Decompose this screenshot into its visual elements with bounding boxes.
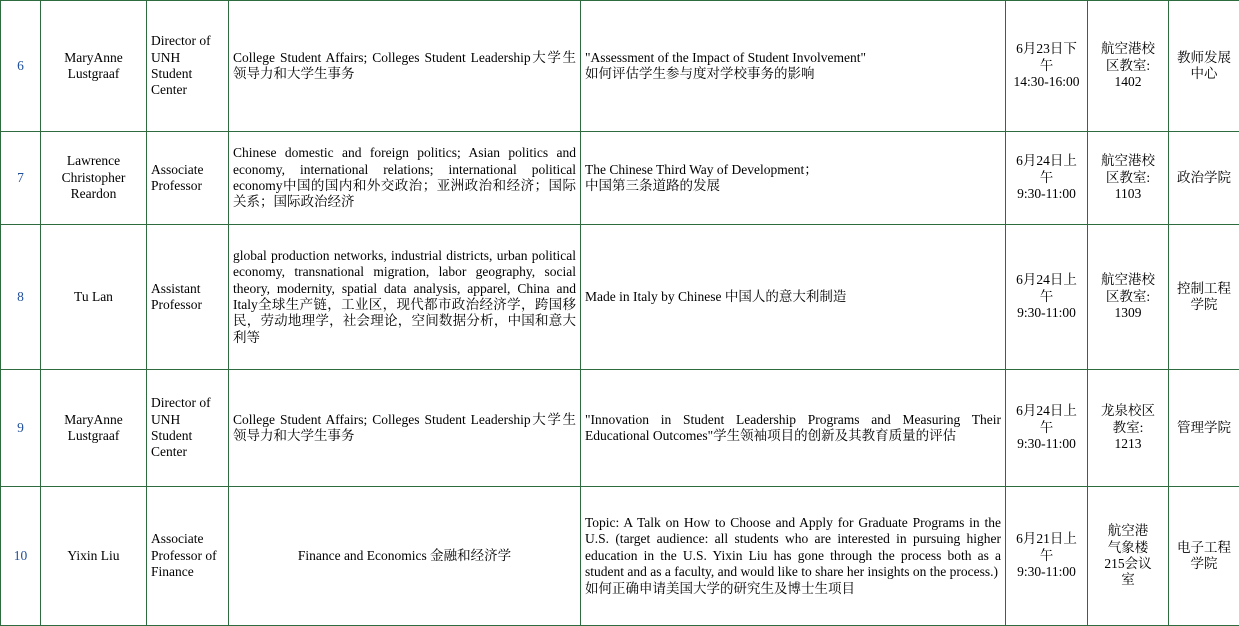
- time-date: 6月23日下午: [1010, 41, 1083, 74]
- research-field: Finance and Economics 金融和经济学: [229, 487, 581, 626]
- room-line-1: 龙泉校区: [1092, 403, 1164, 419]
- lecture-topic: [581, 487, 1006, 626]
- room-line-2: 区教室:: [1092, 58, 1164, 74]
- time-date: 6月24日上午: [1010, 153, 1083, 186]
- host-line-2: 学院: [1173, 297, 1235, 313]
- lecture-topic: [581, 1, 1006, 132]
- lecture-room: [1088, 487, 1169, 626]
- lecture-topic: [581, 225, 1006, 370]
- room-line-1: 航空港校: [1092, 153, 1164, 169]
- row-number: 6: [1, 1, 41, 132]
- topic-line-en: "Assessment of the Impact of Student Involvement": [585, 50, 1001, 66]
- row-number: 10: [1, 487, 41, 626]
- room-line-3: 1213: [1092, 436, 1164, 452]
- time-hours: 9:30-11:00: [1010, 436, 1083, 452]
- host-line-1: 控制工程: [1173, 281, 1235, 297]
- row-number: 8: [1, 225, 41, 370]
- host-line-1: 政治学院: [1173, 170, 1235, 186]
- host-line-1: 电子工程: [1173, 540, 1235, 556]
- room-line-1: 航空港校: [1092, 272, 1164, 288]
- host-unit: [1169, 225, 1239, 370]
- topic-line-en: Made in Italy by Chinese 中国人的意大利制造: [585, 289, 1001, 305]
- table-row: [1, 132, 1239, 225]
- host-unit: [1169, 370, 1239, 487]
- room-line-2: 区教室:: [1092, 289, 1164, 305]
- lecturer-title: Director of UNH Student Center: [147, 1, 229, 132]
- row-number: 7: [1, 132, 41, 225]
- table-row: [1, 487, 1239, 626]
- lecture-time: [1006, 370, 1088, 487]
- table-row: [1, 1, 1239, 132]
- host-unit: [1169, 1, 1239, 132]
- lecturer-name: MaryAnne Lustgraaf: [41, 1, 147, 132]
- room-line-2: 气象楼: [1092, 540, 1164, 556]
- room-line-3: 1103: [1092, 186, 1164, 202]
- lecture-time: [1006, 132, 1088, 225]
- research-field: College Student Affairs; Colleges Student Leadership大学生领导力和大学生事务: [229, 1, 581, 132]
- lecture-room: [1088, 370, 1169, 487]
- lecturer-name: Lawrence Christopher Reardon: [41, 132, 147, 225]
- lecture-room: [1088, 225, 1169, 370]
- host-unit: [1169, 487, 1239, 626]
- host-line-2: 学院: [1173, 556, 1235, 572]
- time-date: 6月24日上午: [1010, 403, 1083, 436]
- lecturer-title: Assistant Professor: [147, 225, 229, 370]
- lecture-room: [1088, 132, 1169, 225]
- time-date: 6月21日上午: [1010, 531, 1083, 564]
- host-line-1: 管理学院: [1173, 420, 1235, 436]
- room-line-3: 1402: [1092, 74, 1164, 90]
- row-number: 9: [1, 370, 41, 487]
- lecture-time: [1006, 487, 1088, 626]
- topic-line-zh: 中国第三条道路的发展: [585, 178, 1001, 194]
- time-date: 6月24日上午: [1010, 272, 1083, 305]
- lecture-time: [1006, 225, 1088, 370]
- table-row: [1, 225, 1239, 370]
- host-unit: [1169, 132, 1239, 225]
- time-hours: 14:30-16:00: [1010, 74, 1083, 90]
- research-field: Chinese domestic and foreign politics; Asian politics and economy, international relations; international political economy中国的国内和外交政治；亚洲政治和经济；国际关系；国际政治经济: [229, 132, 581, 225]
- time-hours: 9:30-11:00: [1010, 305, 1083, 321]
- topic-line-en: The Chinese Third Way of Development；: [585, 162, 1001, 178]
- research-field: global production networks, industrial districts, urban political economy, transnational migration, labor geography, social theory, modernity, spatial data analysis, apparel, China and Italy全球生产链，工业区，现代都市政治经济学，跨国移民，劳动地理学，社会理论，空间数据分析，中国和意大利等: [229, 225, 581, 370]
- topic-line-en: Topic: A Talk on How to Choose and Apply for Graduate Programs in the U.S. (target audience: all students who are interested in pursuing higher education in the U.S. Yixin Liu has gone through the process both as a student and as a faculty, and would like to share her insights on the process.): [585, 515, 1001, 579]
- room-line-2: 教室:: [1092, 420, 1164, 436]
- lecturer-name: MaryAnne Lustgraaf: [41, 370, 147, 487]
- lecturer-title: Associate Professor: [147, 132, 229, 225]
- lecturer-title: Associate Professor of Finance: [147, 487, 229, 626]
- room-line-2: 区教室:: [1092, 170, 1164, 186]
- time-hours: 9:30-11:00: [1010, 564, 1083, 580]
- room-line-1: 航空港校: [1092, 41, 1164, 57]
- host-line-2: 中心: [1173, 66, 1235, 82]
- room-line-1: 航空港: [1092, 523, 1164, 539]
- room-line-4: 室: [1092, 572, 1164, 588]
- lecture-topic: [581, 132, 1006, 225]
- room-line-3: 1309: [1092, 305, 1164, 321]
- lecture-topic: "Innovation in Student Leadership Programs and Measuring Their Educational Outcomes"学生领袖项目的创新及其教育质量的评估: [581, 370, 1006, 487]
- lecturer-title: Director of UNH Student Center: [147, 370, 229, 487]
- time-hours: 9:30-11:00: [1010, 186, 1083, 202]
- lecture-time: [1006, 1, 1088, 132]
- room-line-3: 215会议: [1092, 556, 1164, 572]
- topic-line-zh: 如何评估学生参与度对学校事务的影响: [585, 66, 1001, 82]
- table-row: [1, 370, 1239, 487]
- lecture-room: [1088, 1, 1169, 132]
- topic-line-zh: 如何正确申请美国大学的研究生及博士生项目: [585, 581, 1001, 597]
- lecturer-name: Tu Lan: [41, 225, 147, 370]
- host-line-1: 教师发展: [1173, 50, 1235, 66]
- research-field: College Student Affairs; Colleges Student Leadership大学生领导力和大学生事务: [229, 370, 581, 487]
- lecturer-name: Yixin Liu: [41, 487, 147, 626]
